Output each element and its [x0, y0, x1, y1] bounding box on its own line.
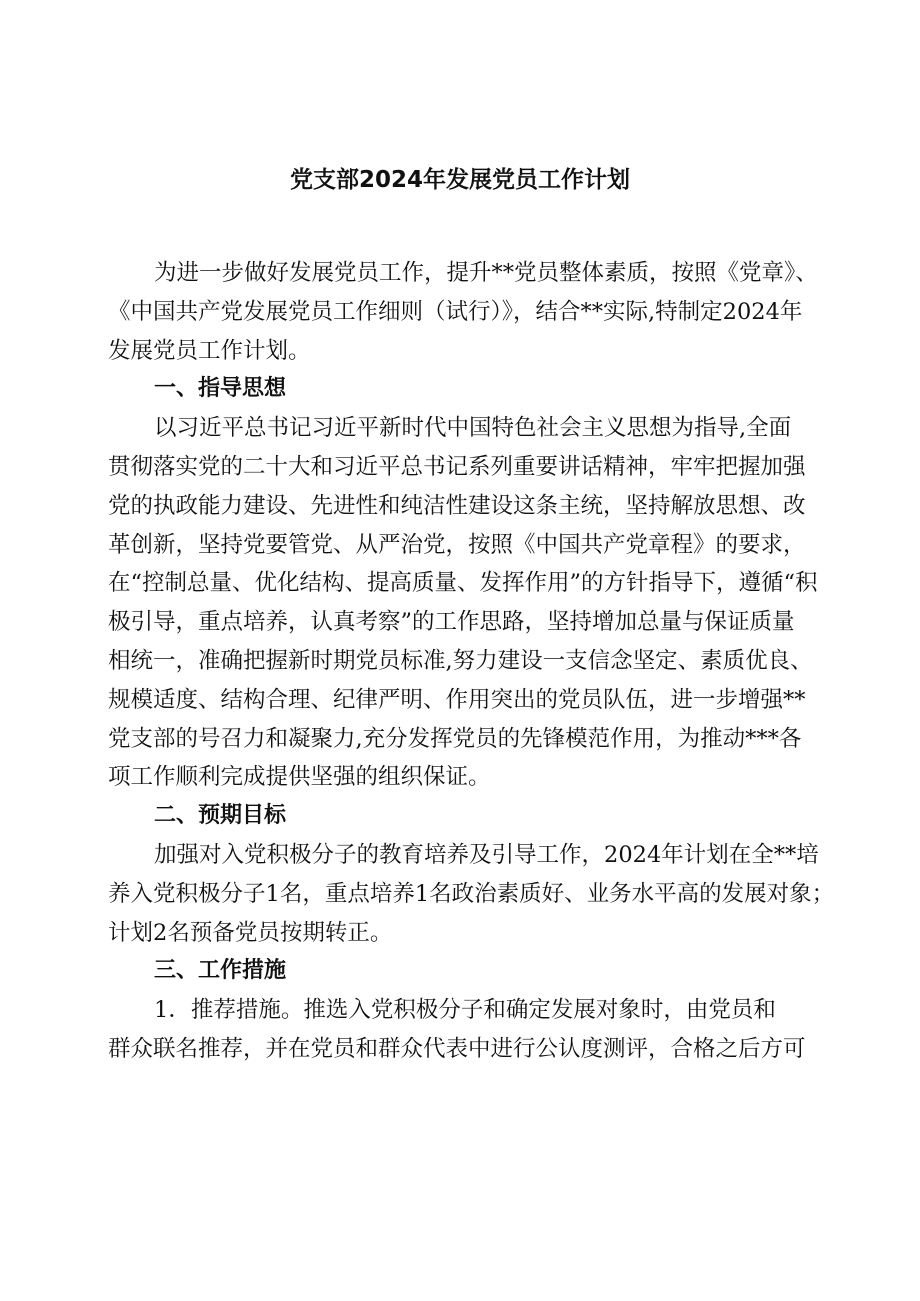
section1-line: 相统一，准确把握新时期党员标准,努力建设一支信念坚定、素质优良、 — [108, 647, 813, 674]
document-title: 党支部2024年发展党员工作计划 — [289, 167, 630, 193]
intro-line: 《中国共产党发展党员工作细则（试行）》，结合**实际,特制定2024年 — [108, 298, 803, 325]
section3-line: 群众联名推荐，并在党员和群众代表中进行公认度测评，合格之后方可 — [108, 1035, 806, 1062]
section1-line: 革创新，坚持党要管党、从严治党，按照《中国共产党章程》的要求， — [108, 531, 806, 558]
intro-line: 为进一步做好发展党员工作，提升**党员整体素质，按照《党章》、 — [154, 260, 818, 286]
section-heading-work-measures: 三、工作措施 — [154, 958, 287, 984]
section3-line: 1．推荐措施。推选入党积极分子和确定发展对象时，由党员和 — [154, 997, 776, 1024]
section1-line: 极引导，重点培养，认真考察”的工作思路，坚持增加总量与保证质量 — [108, 609, 795, 636]
section1-line: 党支部的号召力和凝聚力,充分发挥党员的先锋模范作用，为推动***各 — [108, 725, 802, 752]
section1-line: 贯彻落实党的二十大和习近平总书记系列重要讲话精神，牢牢把握加强 — [108, 453, 806, 480]
intro-line: 发展党员工作计划。 — [108, 337, 311, 364]
section1-line: 以习近平总书记习近平新时代中国特色社会主义思想为指导,全面 — [154, 415, 792, 442]
section1-line: 在“控制总量、优化结构、提高质量、发挥作用”的方针指导下，遵循“积 — [108, 570, 818, 597]
section2-line: 计划2名预备党员按期转正。 — [108, 919, 393, 946]
section-heading-guiding-ideology: 一、指导思想 — [154, 376, 287, 402]
section2-line: 养入党积极分子1名，重点培养1名政治素质好、业务水平高的发展对象； — [108, 880, 835, 907]
section1-line: 党的执政能力建设、先进性和纯洁性建设这条主统，坚持解放思想、改 — [108, 492, 806, 519]
section1-line: 规模适度、结构合理、纪律严明、作用突出的党员队伍，进一步增强** — [108, 686, 806, 713]
section1-line: 项工作顺利完成提供坚强的组织保证。 — [108, 764, 491, 791]
section-heading-expected-goals: 二、预期目标 — [154, 803, 287, 829]
section2-line: 加强对入党积极分子的教育培养及引导工作，2024年计划在全**培 — [154, 841, 819, 868]
document-body — [108, 254, 835, 1069]
